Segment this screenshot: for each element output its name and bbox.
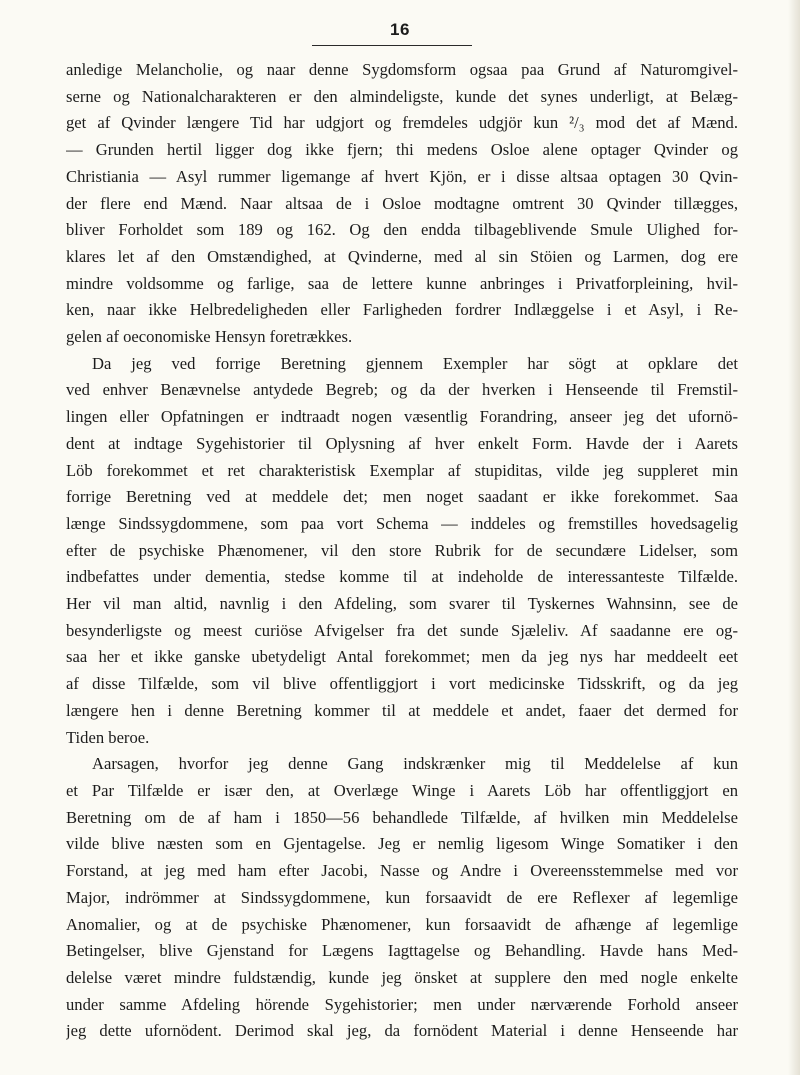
text-line: Da jeg ved forrige Beretning gjennem Exempler har sögt at opklare det — [92, 353, 738, 373]
text-line: Beretning om de af ham i 1850—56 behandlede Tilfælde, af hvilken min Meddelelse — [66, 807, 738, 827]
text-line: ken, naar ikke Helbredeligheden eller Farligheden fordrer Indlæggelse i et Asyl, i Re- — [66, 300, 738, 320]
text-line: forrige Beretning ved at meddele det; men noget saadant er ikke forekommet. Saa — [66, 487, 738, 507]
text-line: — Grunden hertil ligger dog ikke fjern; thi medens Osloe alene optager Qvinder og — [66, 140, 738, 160]
text-line: vilde blive næsten som en Gjentagelse. Jeg er nemlig ligesom Winge Somatiker i den — [66, 834, 738, 854]
text-line: anledige Melancholie, og naar denne Sygdomsform ogsaa paa Grund af Naturomgivel- — [66, 60, 738, 79]
text-line: Major, indrömmer at Sindssygdommene, kun forsaavidt de ere Reflexer af legemlige — [66, 887, 738, 907]
text-line: saa her et ikke ganske ubetydeligt Antal forekommet; men da jeg nys har meddeelt eet — [66, 647, 738, 667]
text-line: Tiden beroe. — [66, 727, 150, 747]
page-number: 16 — [390, 20, 410, 39]
text-line: serne og Nationalcharakteren er den almindeligste, kunde det synes underligt, at Belæg- — [66, 86, 738, 106]
text-line: jeg dette ufornödent. Derimod skal jeg, da fornödent Material i denne Henseende har — [66, 1021, 738, 1041]
text-line: et Par Tilfælde er især den, at Overlæge Winge i Aarets Löb har offentliggjort en — [66, 780, 738, 800]
text-line: efter de psychiske Phænomener, vil den store Rubrik for de secundære Lidelser, som — [66, 540, 738, 560]
text-line: lingen eller Opfatningen er indtraadt nogen væsentlig Forandring, anseer jeg det ufornö- — [66, 407, 738, 427]
text-line: Aarsagen, hvorfor jeg denne Gang indskrænker mig til Meddelelse af kun — [92, 754, 738, 774]
text-line: Forstand, at jeg med ham efter Jacobi, Nasse og Andre i Overeensstemmelse med vor — [66, 861, 738, 881]
text-line: længe Sindssygdommene, som paa vort Schema — inddeles og fremstilles hovedsagelig — [66, 513, 738, 533]
text-line: get af Qvinder længere Tid har udgjort og fremdeles udgjör kun ²/₃ mod det af Mænd. — [66, 113, 738, 133]
text-line: der flere end Mænd. Naar altsaa de i Osloe modtagne omtrent 30 Qvinder tillægges, — [66, 193, 738, 213]
text-line: Löb forekommet et ret charakteristisk Exemplar af stupiditas, vilde jeg suppleret min — [66, 460, 738, 480]
text-line: dent at indtage Sygehistorier til Oplysning af hver enkelt Form. Havde der i Aarets — [66, 433, 738, 453]
text-line: gelen af oeconomiske Hensyn foretrækkes. — [66, 327, 353, 347]
text-line: Betingelser, blive Gjenstand for Lægens Iagttagelse og Behandling. Havde hans Med- — [66, 941, 738, 961]
body-text — [66, 57, 738, 1045]
text-line: bliver Forholdet som 189 og 162. Og den endda tilbageblivende Smule Ulighed for- — [66, 220, 738, 240]
text-line: Her vil man altid, navnlig i den Afdeling, som svarer til Tyskernes Wahnsinn, see de — [66, 594, 738, 614]
text-line: Anomalier, og at de psychiske Phænomener, kun forsaavidt de afhænge af legemlige — [66, 914, 738, 934]
text-line: af disse Tilfælde, som vil blive offentliggjort i vort medicinske Tidsskrift, og da jeg — [66, 674, 738, 694]
text-line: under samme Afdeling hörende Sygehistorier; men under nærværende Forhold anseer — [66, 994, 738, 1014]
text-line: længere hen i denne Beretning kommer til at meddele et andet, faaer det dermed for — [66, 700, 738, 720]
text-line: indbefattes under dementia, stedse komme til at indeholde de interessanteste Tilfælde. — [66, 567, 738, 587]
header-rule — [312, 45, 472, 46]
text-line: ved enhver Benævnelse antydede Begreb; og da der hverken i Henseende til Fremstil- — [66, 380, 738, 400]
text-line: klares let af den Omstændighed, at Qvinderne, med al sin Stöien og Larmen, dog ere — [66, 246, 738, 266]
text-line: besynderligste og meest curiöse Afvigelser fra det sunde Sjæleliv. Af saadanne ere og- — [66, 620, 738, 640]
page-edge-shadow — [788, 0, 800, 1075]
text-line: delelse været mindre fuldstændig, kunde jeg önsket at supplere den med nogle enkelte — [66, 967, 738, 987]
text-line: mindre voldsomme og farlige, saa de lettere kunne anbringes i Privatforpleining, hvil- — [66, 273, 738, 293]
text-line: Christiania — Asyl rummer ligemange af hvert Kjön, er i disse altsaa optagen 30 Qvin- — [66, 166, 738, 186]
